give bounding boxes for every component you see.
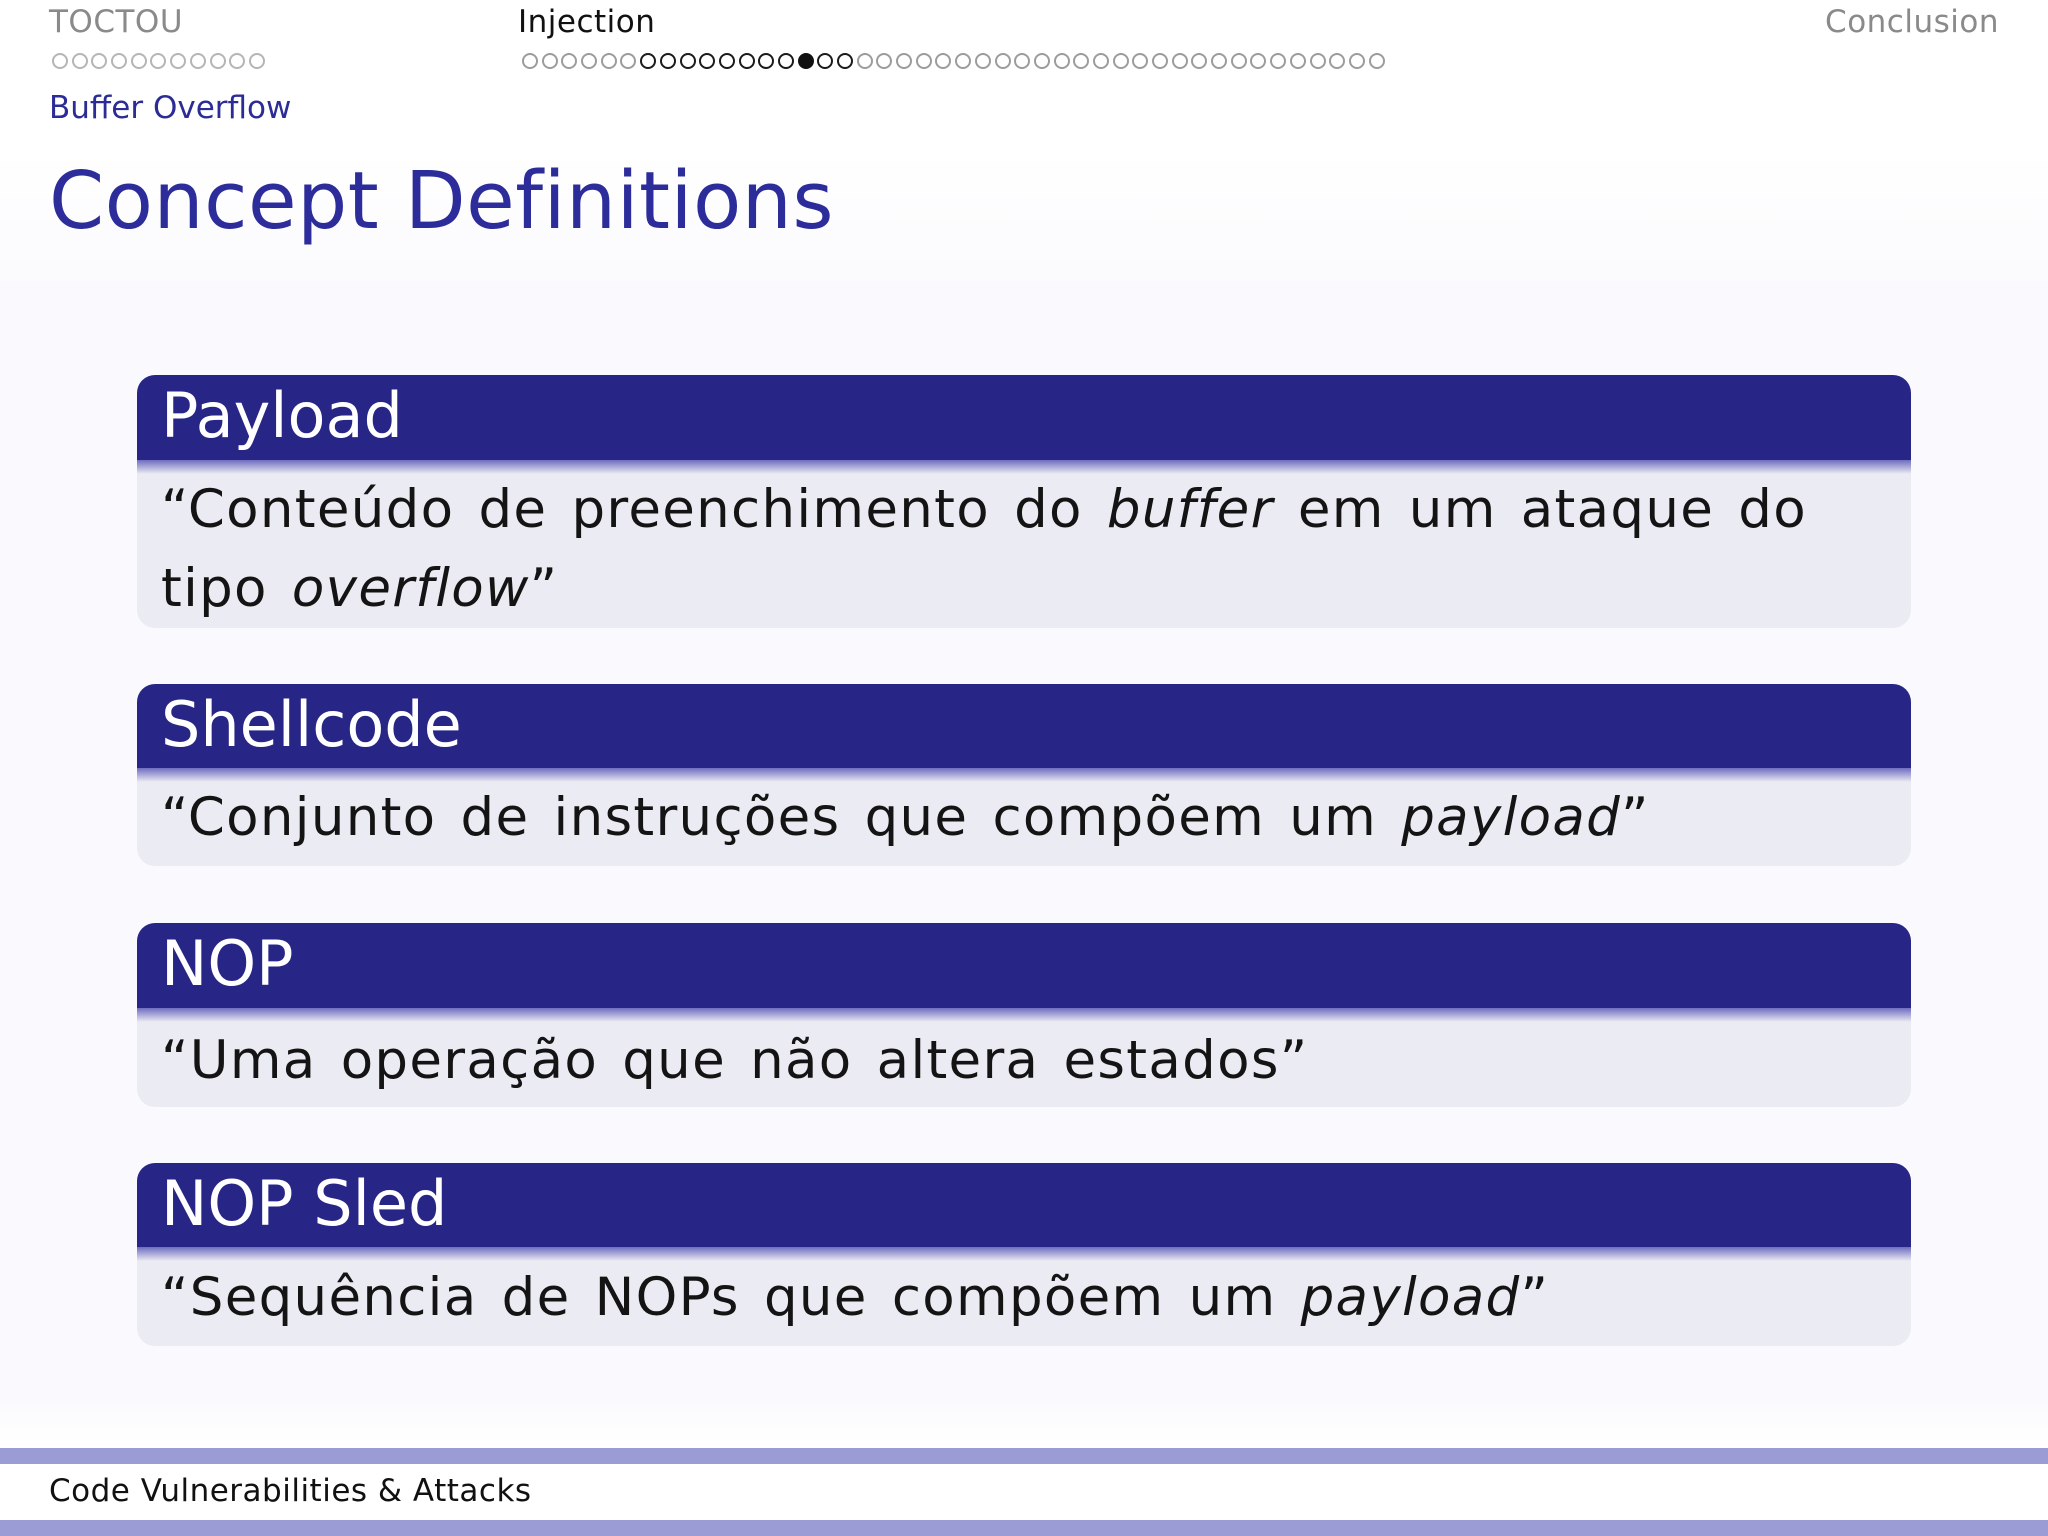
definition-emphasis: buffer <box>1106 479 1274 540</box>
nav-section-injection[interactable]: Injection <box>518 4 656 40</box>
nav-dots-toctou <box>52 51 269 71</box>
nav-frame-dot[interactable] <box>210 53 226 69</box>
block-header-payload: Payload <box>137 375 1911 460</box>
subsection-title[interactable]: Buffer Overflow <box>49 90 292 126</box>
nav-frame-dot[interactable] <box>876 53 892 69</box>
nav-frame-dot[interactable] <box>1369 53 1385 69</box>
nav-frame-dot[interactable] <box>995 53 1011 69</box>
nav-frame-dot[interactable] <box>1132 53 1148 69</box>
nav-dots-injection <box>522 51 1388 71</box>
definition-text: “Sequência de NOPs que compõem um <box>161 1267 1301 1328</box>
definition-text: “Conjunto de instruções que compõem um <box>161 787 1402 848</box>
nav-frame-dot[interactable] <box>916 53 932 69</box>
nav-frame-dot[interactable] <box>1290 53 1306 69</box>
nav-frame-dot[interactable] <box>719 53 735 69</box>
nav-frame-dot[interactable] <box>1211 53 1227 69</box>
nav-frame-dot[interactable] <box>561 53 577 69</box>
nav-frame-dot[interactable] <box>1152 53 1168 69</box>
nav-frame-dot[interactable] <box>52 53 68 69</box>
nav-frame-dot[interactable] <box>1054 53 1070 69</box>
nav-frame-dot[interactable] <box>542 53 558 69</box>
nav-frame-dot[interactable] <box>758 53 774 69</box>
nav-frame-dot[interactable] <box>1310 53 1326 69</box>
definition-text: ” <box>1520 1267 1550 1328</box>
nav-frame-dot[interactable] <box>1231 53 1247 69</box>
nav-frame-dot[interactable] <box>778 53 794 69</box>
nav-frame-dot[interactable] <box>1073 53 1089 69</box>
definition-block-nop <box>137 923 1911 1107</box>
nav-frame-dot[interactable] <box>1014 53 1030 69</box>
nav-frame-dot[interactable] <box>837 53 853 69</box>
nav-frame-dot[interactable] <box>1349 53 1365 69</box>
nav-frame-dot[interactable] <box>190 53 206 69</box>
definition-emphasis: payload <box>1300 1267 1521 1328</box>
definition-block-nop-sled <box>137 1163 1911 1346</box>
nav-frame-dot[interactable] <box>1172 53 1188 69</box>
nav-frame-dot[interactable] <box>640 53 656 69</box>
definition-text: em um ataque do tipo <box>161 479 1807 619</box>
nav-frame-dot[interactable] <box>935 53 951 69</box>
footer-bar-bottom <box>0 1520 2048 1536</box>
definition-block-shellcode <box>137 684 1911 866</box>
nav-frame-dot[interactable] <box>620 53 636 69</box>
nav-frame-dot[interactable] <box>699 53 715 69</box>
footer-bar-top <box>0 1448 2048 1464</box>
nav-frame-dot-current[interactable] <box>798 53 814 69</box>
definition-emphasis: payload <box>1401 787 1622 848</box>
nav-frame-dot[interactable] <box>72 53 88 69</box>
definition-text: “Uma operação que não altera estados” <box>161 1030 1309 1091</box>
definition-text: ” <box>1621 787 1650 848</box>
nav-frame-dot[interactable] <box>817 53 833 69</box>
nav-section-conclusion[interactable]: Conclusion <box>1825 4 1999 40</box>
nav-frame-dot[interactable] <box>111 53 127 69</box>
nav-frame-dot[interactable] <box>581 53 597 69</box>
nav-frame-dot[interactable] <box>91 53 107 69</box>
nav-frame-dot[interactable] <box>857 53 873 69</box>
nav-frame-dot[interactable] <box>955 53 971 69</box>
definition-text: ” <box>529 558 559 619</box>
block-header-nop: NOP <box>137 923 1911 1008</box>
nav-section-toctou[interactable]: TOCTOU <box>49 4 184 40</box>
nav-frame-dot[interactable] <box>601 53 617 69</box>
frame-title: Concept Definitions <box>49 155 835 247</box>
block-header-shellcode: Shellcode <box>137 684 1911 768</box>
nav-frame-dot[interactable] <box>1250 53 1266 69</box>
nav-frame-dot[interactable] <box>249 53 265 69</box>
nav-frame-dot[interactable] <box>150 53 166 69</box>
block-body-payload <box>137 460 1911 628</box>
nav-frame-dot[interactable] <box>1093 53 1109 69</box>
nav-frame-dot[interactable] <box>229 53 245 69</box>
nav-frame-dot[interactable] <box>131 53 147 69</box>
nav-frame-dot[interactable] <box>896 53 912 69</box>
nav-frame-dot[interactable] <box>1329 53 1345 69</box>
nav-frame-dot[interactable] <box>522 53 538 69</box>
nav-frame-dot[interactable] <box>170 53 186 69</box>
nav-frame-dot[interactable] <box>975 53 991 69</box>
definition-emphasis: overflow <box>291 558 530 619</box>
definition-block-payload <box>137 375 1911 628</box>
footer-title: Code Vulnerabilities & Attacks <box>49 1473 532 1509</box>
definition-text: “Conteúdo de preenchimento do <box>161 479 1107 540</box>
block-header-nop-sled: NOP Sled <box>137 1163 1911 1247</box>
nav-frame-dot[interactable] <box>739 53 755 69</box>
nav-frame-dot[interactable] <box>1034 53 1050 69</box>
nav-frame-dot[interactable] <box>1270 53 1286 69</box>
nav-frame-dot[interactable] <box>680 53 696 69</box>
nav-frame-dot[interactable] <box>660 53 676 69</box>
nav-frame-dot[interactable] <box>1113 53 1129 69</box>
nav-frame-dot[interactable] <box>1191 53 1207 69</box>
